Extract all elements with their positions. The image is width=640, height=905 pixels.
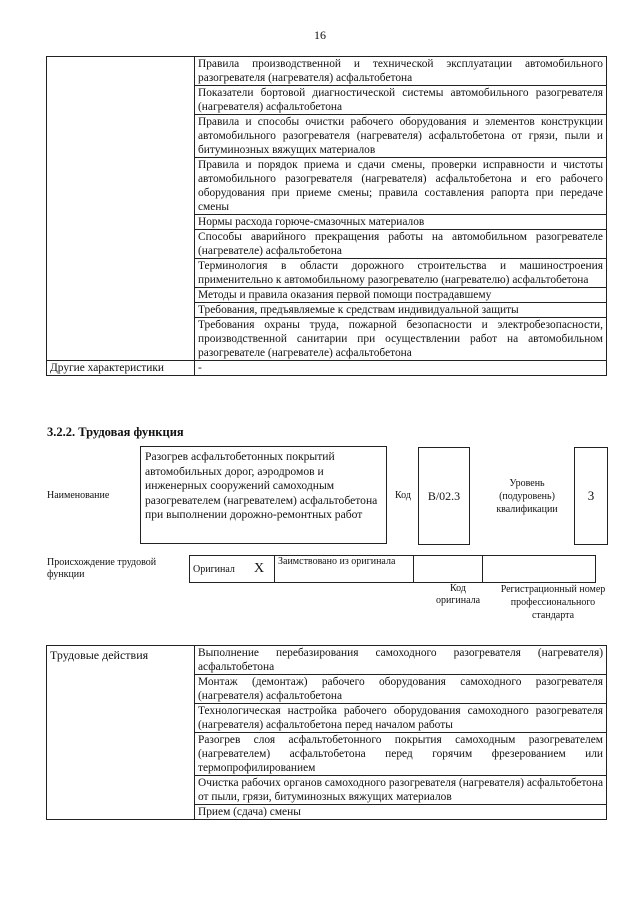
labor-action-item: Выполнение перебазирования самоходного разогревателя (нагревателя) асфальтобетона (195, 646, 607, 675)
code-value-box: B/02.3 (418, 447, 470, 545)
knowledge-item: Методы и правила оказания первой помощи пострадавшему (195, 288, 607, 303)
function-name-box: Разогрев асфальтобетонных покрытий автомобильных дорог, аэродромов и инженерных сооружений самоходным разогревателем (нагревателем) асфальтобетона при выполнении дорожно-ремонтных работ (140, 446, 387, 544)
knowledge-item: Требования охраны труда, пожарной безопасности и электробезопасности, производственной санитарии при осуществлении работ на автомобильном разогревателе (нагревателе) асфальтобетона (195, 318, 607, 361)
page-number: 16 (314, 28, 326, 42)
knowledge-item: Требования, предъявляемые к средствам индивидуальной защиты (195, 303, 607, 318)
table-row (47, 57, 607, 86)
knowledge-label-cell (47, 57, 195, 361)
origin-label: Происхождение трудовой функции (47, 557, 157, 580)
registration-number-cell (483, 556, 596, 583)
code-label: Код (395, 490, 411, 501)
knowledge-item: Правила производственной и технической эксплуатации автомобильного разогревателя (нагревателя) асфальтобетона (195, 57, 607, 86)
level-value-box: 3 (574, 447, 608, 545)
knowledge-item: Правила и порядок приема и сдачи смены, проверки исправности и чистоты автомобильного разогревателя (нагревателя) асфальтобетона и его рабочего оборудования при приеме смены; правила составления рапорта при передаче смены (195, 158, 607, 215)
labor-action-item: Очистка рабочих органов самоходного разогревателя (нагревателя) асфальтобетона от пыли, грязи, битуминозных вяжущих материалов (195, 776, 607, 805)
knowledge-item: Нормы расхода горюче-смазочных материалов (195, 215, 607, 230)
knowledge-item: Терминология в области дорожного строительства и машиностроения применительно к автомобильному разогревателю (нагревателю) асфальтобетона (195, 259, 607, 288)
name-label: Наименование (47, 490, 110, 501)
level-label: Уровень (подуровень) квалификации (496, 478, 558, 515)
table-row (190, 556, 596, 583)
section-title: 3.2.2. Трудовая функция (47, 425, 184, 439)
registration-caption: Регистрационный номер профессионального стандарта (500, 584, 606, 621)
table-row (47, 646, 607, 675)
original-code-cell (414, 556, 483, 583)
labor-action-item: Монтаж (демонтаж) рабочего оборудования самоходного разогревателя (нагревателя) асфальтобетона (195, 675, 607, 704)
labor-actions-table (46, 645, 607, 820)
knowledge-item: Правила и способы очистки рабочего оборудования и элементов конструкции автомобильного разогревателя (нагревателя) асфальтобетона от грязи, пыли и битуминозных вяжущих материалов (195, 115, 607, 158)
other-characteristics-label: Другие характеристики (47, 361, 195, 376)
knowledge-item: Способы аварийного прекращения работы на автомобильном разогревателе (нагревателе) асфальтобетона (195, 230, 607, 259)
other-characteristics-value: - (195, 361, 607, 376)
code-original-caption: Код оригинала (435, 583, 481, 606)
original-mark: X (244, 556, 275, 583)
table-row (47, 361, 607, 376)
origin-table (189, 555, 596, 583)
labor-action-item: Разогрев слоя асфальтобетонного покрытия самоходным разогревателем (нагревателем) асфальтобетона перед горячим фрезерованием или термопрофилированием (195, 733, 607, 776)
labor-action-item: Технологическая настройка рабочего оборудования самоходного разогревателя (нагревателя) асфальтобетона перед началом работы (195, 704, 607, 733)
original-label: Оригинал (190, 556, 245, 583)
knowledge-table (46, 56, 607, 376)
knowledge-item: Показатели бортовой диагностической системы автомобильного разогревателя (нагревателя) асфальтобетона (195, 86, 607, 115)
labor-action-item: Прием (сдача) смены (195, 805, 607, 820)
labor-actions-label: Трудовые действия (47, 646, 195, 820)
borrowed-label: Заимствовано из оригинала (275, 556, 414, 583)
